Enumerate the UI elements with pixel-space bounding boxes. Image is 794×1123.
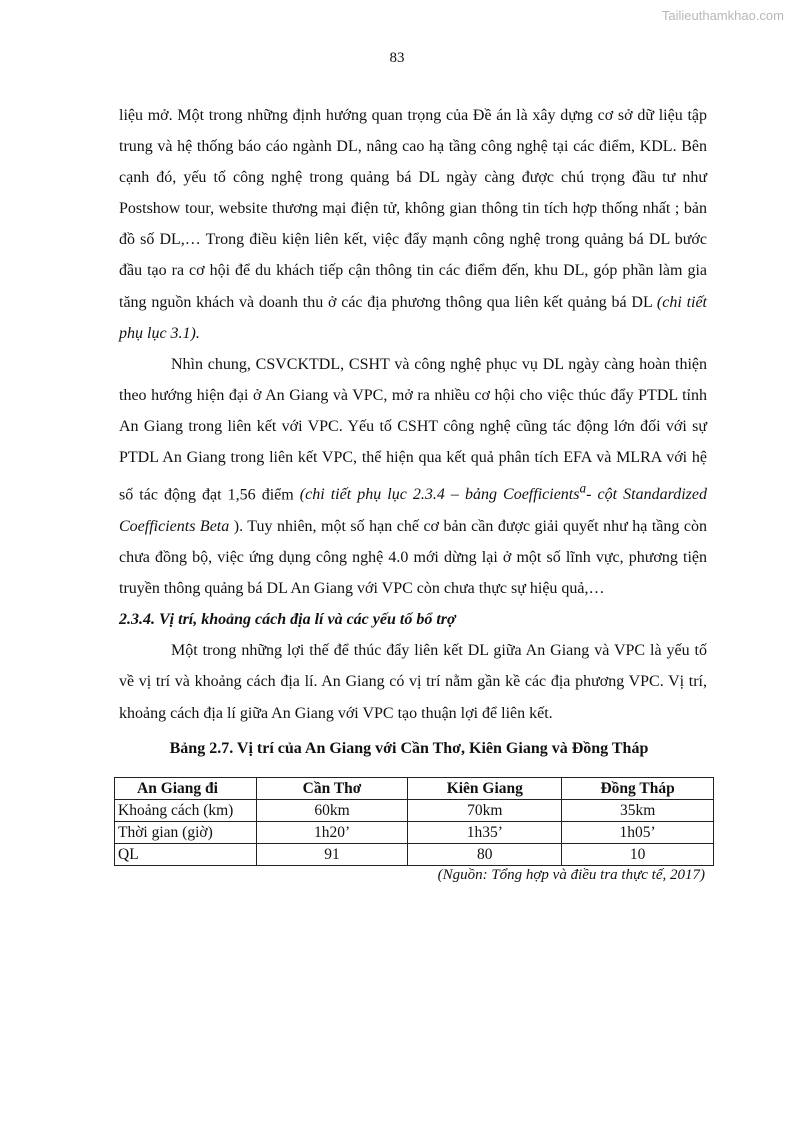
- paragraph-2-reference-b: - cột Standardized Coefficients Beta: [119, 486, 707, 535]
- table-cell: 91: [256, 844, 408, 866]
- table-cell: Thời gian (giờ): [115, 822, 257, 844]
- table-row: [115, 844, 714, 866]
- table-header-cell: Kiên Giang: [408, 778, 562, 800]
- table-source-note: (Nguồn: Tổng hợp và điều tra thực tế, 2017): [437, 867, 705, 884]
- distance-table: [114, 777, 714, 866]
- table-cell: 10: [562, 844, 714, 866]
- table-cell: 1h20’: [256, 822, 408, 844]
- table-header-cell: Cần Thơ: [256, 778, 408, 800]
- paragraph-1-text: liệu mở. Một trong những định hướng quan trọng của Đề án là xây dựng cơ sở dữ liệu tập trung và hệ thống báo cáo ngành DL, nâng cao hạ tầng công nghệ tại các điểm, KDL. Bên cạnh đó, yếu tố công nghệ trong quảng bá DL ngày càng được chú trọng đầu tư như Postshow tour, website thương mại điện tử, không gian thông tin tích hợp thống nhất ; bản đồ số DL,… Trong điều kiện liên kết, việc đẩy mạnh công nghệ trong quảng bá DL bước đầu tạo ra cơ hội để du khách tiếp cận thông tin các điểm đến, khu DL, góp phần làm gia tăng nguồn khách và doanh thu ở các địa phương thông qua liên kết quảng bá DL: [119, 107, 707, 311]
- table-cell: 60km: [256, 800, 408, 822]
- paragraph-2: [119, 349, 707, 604]
- table-cell: 1h05’: [562, 822, 714, 844]
- paragraph-1-reference: (chi tiết phụ lục 3.1).: [119, 293, 708, 342]
- table-cell: 35km: [562, 800, 714, 822]
- table-row: [115, 822, 714, 844]
- paragraph-2-continuation: ). Tuy nhiên, một số hạn chế cơ bản cần được giải quyết như hạ tầng còn chưa đồng bộ, việc ứng dụng công nghệ 4.0 mới dừng lại ở một số lĩnh vực, phương tiện truyền thông quảng bá DL An Giang với VPC còn chưa thực sự hiệu quả,…: [119, 517, 708, 597]
- paragraph-2-text: Nhìn chung, CSVCKTDL, CSHT và công nghệ phục vụ DL ngày càng hoàn thiện theo hướng hiện đại ở An Giang và VPC, mở ra nhiều cơ hội cho việc thúc đẩy PTDL tỉnh An Giang trong liên kết với VPC. Yếu tố CSHT công nghệ cũng tác động lớn đối với sự PTDL An Giang trong liên kết VPC, thể hiện qua kết quả phân tích EFA và MLRA với hệ số tác động đạt 1,56 điểm: [119, 355, 707, 504]
- table-row: [115, 800, 714, 822]
- paragraph-1: [119, 100, 707, 349]
- table-caption: Bảng 2.7. Vị trí của An Giang với Cần Thơ, Kiên Giang và Đồng Tháp: [169, 740, 649, 758]
- section-heading: 2.3.4. Vị trí, khoảng cách địa lí và các yếu tố bổ trợ: [119, 610, 456, 628]
- table-cell: 80: [408, 844, 562, 866]
- paragraph-2-reference-sup: a: [579, 481, 587, 497]
- table-cell: 70km: [408, 800, 562, 822]
- table-cell: 1h35’: [408, 822, 562, 844]
- table-cell: Khoảng cách (km): [115, 800, 257, 822]
- table-header-row: [115, 778, 714, 800]
- paragraph-3: Một trong những lợi thế để thúc đẩy liên kết DL giữa An Giang và VPC là yếu tố về vị trí và khoảng cách địa lí. An Giang có vị trí nằm gần kề các địa phương VPC. Vị trí, khoảng cách địa lí giữa An Giang với VPC tạo thuận lợi để liên kết.: [119, 641, 707, 722]
- table-cell: QL: [115, 844, 257, 866]
- document-body: [119, 100, 707, 884]
- table-header-cell: An Giang đi: [115, 778, 257, 800]
- page-number: 83: [389, 50, 405, 66]
- paragraph-2-reference-a: (chi tiết phụ lục 2.3.4 – bảng Coefficients: [299, 486, 580, 504]
- watermark: Tailieuthamkhao.com: [661, 8, 784, 23]
- table-header-cell: Đồng Tháp: [562, 778, 714, 800]
